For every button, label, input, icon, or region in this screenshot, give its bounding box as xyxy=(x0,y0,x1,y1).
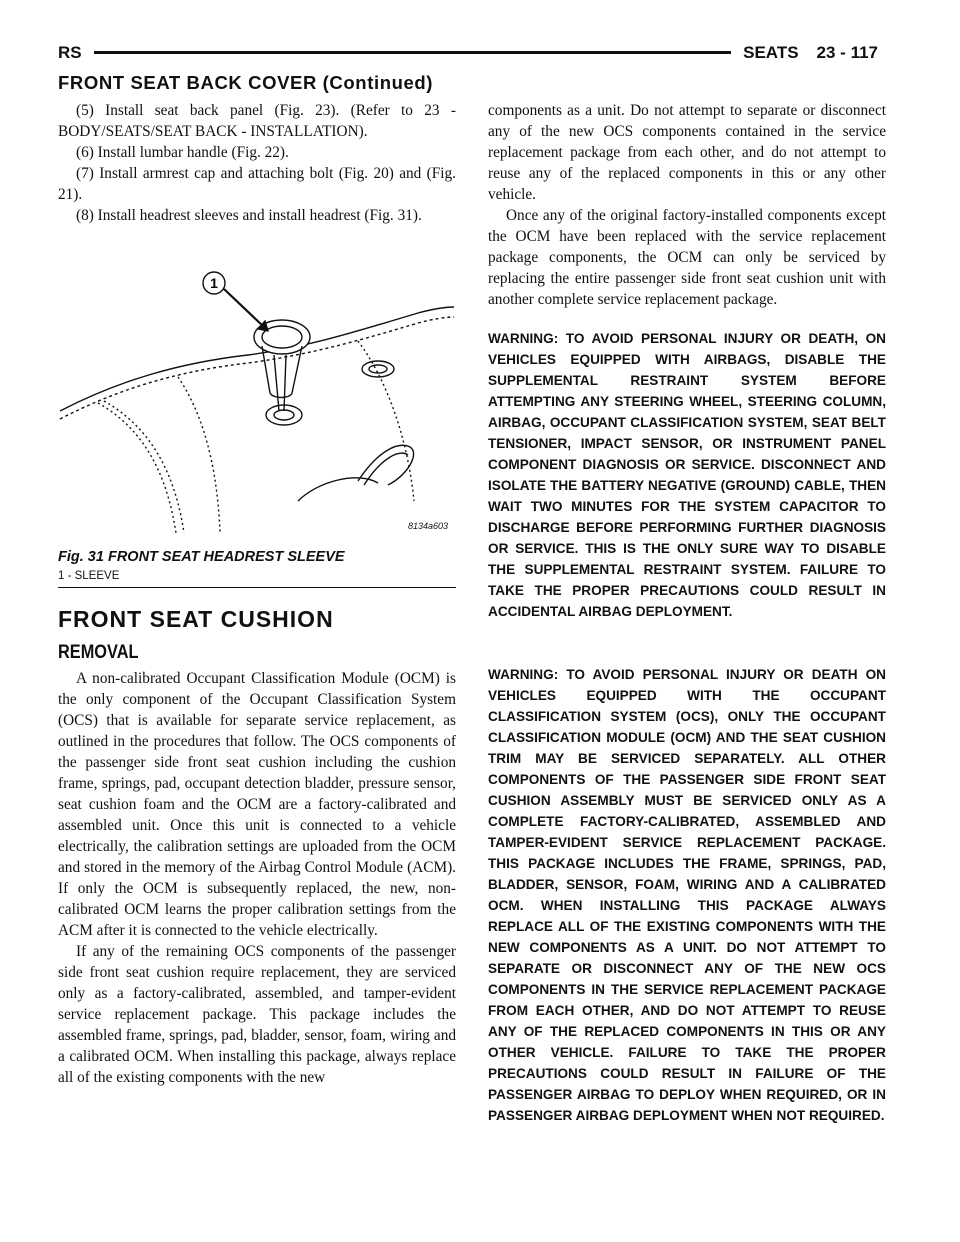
left-column xyxy=(58,100,456,1088)
section-title: FRONT SEAT CUSHION xyxy=(58,606,334,632)
page-number: 23 - 117 xyxy=(816,43,878,62)
page-header xyxy=(58,40,878,66)
step-5: (5) Install seat back panel (Fig. 23). (Refer to 23 - BODY/SEATS/SEAT BACK - INSTALLATION). xyxy=(58,102,456,140)
continued-title: FRONT SEAT BACK COVER (Continued) xyxy=(58,72,434,93)
subsection-title: REMOVAL xyxy=(58,642,139,663)
warning-srs: WARNING: TO AVOID PERSONAL INJURY OR DEATH, ON VEHICLES EQUIPPED WITH AIRBAGS, DISABLE THE SUPPLEMENTAL RESTRAINT SYSTEM BEFORE ATTEMPTING ANY STEERING WHEEL, STEERING COLUMN, AIRBAG, OCCUPANT CLASSIFICATION SYSTEM, SEAT BELT TENSIONER, IMPACT SENSOR, OR INSTRUMENT PANEL COMPONENT DIAGNOSIS OR SERVICE. DISCONNECT AND ISOLATE THE BATTERY NEGATIVE (GROUND) CABLE, THEN WAIT TWO MINUTES FOR THE SYSTEM CAPACITOR TO DISCHARGE BEFORE PERFORMING FURTHER DIAGNOSIS OR SERVICE. THIS IS THE ONLY SURE WAY TO DISABLE THE SUPPLEMENTAL RESTRAINT SYSTEM. FAILURE TO TAKE THE PROPER PRECAUTIONS COULD RESULT IN ACCIDENTAL AIRBAG DEPLOYMENT. xyxy=(488,331,886,619)
header-section-page xyxy=(731,40,878,66)
figure-callout: 1 xyxy=(210,275,218,291)
continued-paragraph: components as a unit. Do not attempt to separate or disconnect any of the new OCS components contained in the service replacement package from each other, and do not attempt to reuse any of the replaced components in this or any other vehicle. xyxy=(488,102,886,203)
removal-paragraph-1: A non-calibrated Occupant Classification Module (OCM) is the only component of the Occupant Classification System (OCS) that is available for separate service replacement, as outlined in the procedures that follow. The OCS components of the passenger side front seat cushion including the cushion frame, springs, pad, occupant detection bladder, pressure sensor, seat cushion foam and the OCM are a factory-calibrated and assembled unit. Once this unit is connected to a vehicle electrically, the calibration settings are uploaded from the OCM and stored in the memory of the Airbag Control Module (ACM). If only the OCM is subsequently replaced, the new, non-calibrated OCM learns the proper calibration settings from the ACM after it is connected to the vehicle electrically. xyxy=(58,670,456,939)
figure-code: 8134a603 xyxy=(407,521,448,531)
right-column xyxy=(488,100,886,1126)
headrest-sleeve-illustration xyxy=(58,271,456,541)
step-7: (7) Install armrest cap and attaching bolt (Fig. 20) and (Fig. 21). xyxy=(58,165,456,203)
figure-caption: Fig. 31 FRONT SEAT HEADREST SLEEVE xyxy=(58,549,345,565)
figure-legend: 1 - SLEEVE xyxy=(58,567,456,588)
section-name: SEATS xyxy=(743,43,799,62)
step-6: (6) Install lumbar handle (Fig. 22). xyxy=(76,144,289,161)
ocm-service-paragraph: Once any of the original factory-installed components except the OCM have been replaced with the service replacement package components, the OCM can only be serviced by replacing the entire passenger side front seat cushion unit with another complete service replacement package. xyxy=(488,207,886,308)
manual-code: RS xyxy=(58,40,94,66)
figure-headrest-sleeve xyxy=(58,271,456,541)
removal-paragraph-2: If any of the remaining OCS components of the passenger side front seat cushion require replacement, they are serviced only as a factory-calibrated, assembled, and tamper-evident service replacement package. This package includes the assembled frame, springs, pad, bladder, sensor, foam, wiring and a calibrated OCM. When installing this package, always replace all of the existing components with the new xyxy=(58,943,456,1086)
step-8: (8) Install headrest sleeves and install headrest (Fig. 31). xyxy=(76,207,422,224)
warning-ocs: WARNING: TO AVOID PERSONAL INJURY OR DEATH ON VEHICLES EQUIPPED WITH THE OCCUPANT CLASSIFICATION SYSTEM (OCS), ONLY THE OCCUPANT CLASSIFICATION MODULE (OCM) AND THE SEAT CUSHION TRIM MAY BE SERVICED SEPARATELY. ALL OTHER COMPONENTS OF THE PASSENGER SIDE FRONT SEAT CUSHION ASSEMBLY MUST BE SERVICED ONLY AS A COMPLETE FACTORY-CALIBRATED, ASSEMBLED AND TAMPER-EVIDENT SERVICE REPLACEMENT PACKAGE. THIS PACKAGE INCLUDES THE FRAME, SPRINGS, PAD, BLADDER, SENSOR, FOAM, WIRING AND A CALIBRATED OCM. WHEN INSTALLING THIS PACKAGE ALWAYS REPLACE ALL OF THE EXISTING COMPONENTS WITH THE NEW COMPONENTS AS A UNIT. DO NOT ATTEMPT TO SEPARATE OR DISCONNECT ANY OF THE NEW OCS COMPONENTS IN THE SERVICE REPLACEMENT PACKAGE FROM EACH OTHER, AND DO NOT ATTEMPT TO REUSE ANY OF THE REPLACED COMPONENTS IN THIS OR ANY OTHER VEHICLE. FAILURE TO TAKE THE PROPER PRECAUTIONS COULD RESULT IN FAILURE OF THE PASSENGER AIRBAG TO DEPLOY WHEN REQUIRED, OR IN PASSENGER AIRBAG DEPLOYMENT WHEN NOT REQUIRED. xyxy=(488,667,886,1123)
